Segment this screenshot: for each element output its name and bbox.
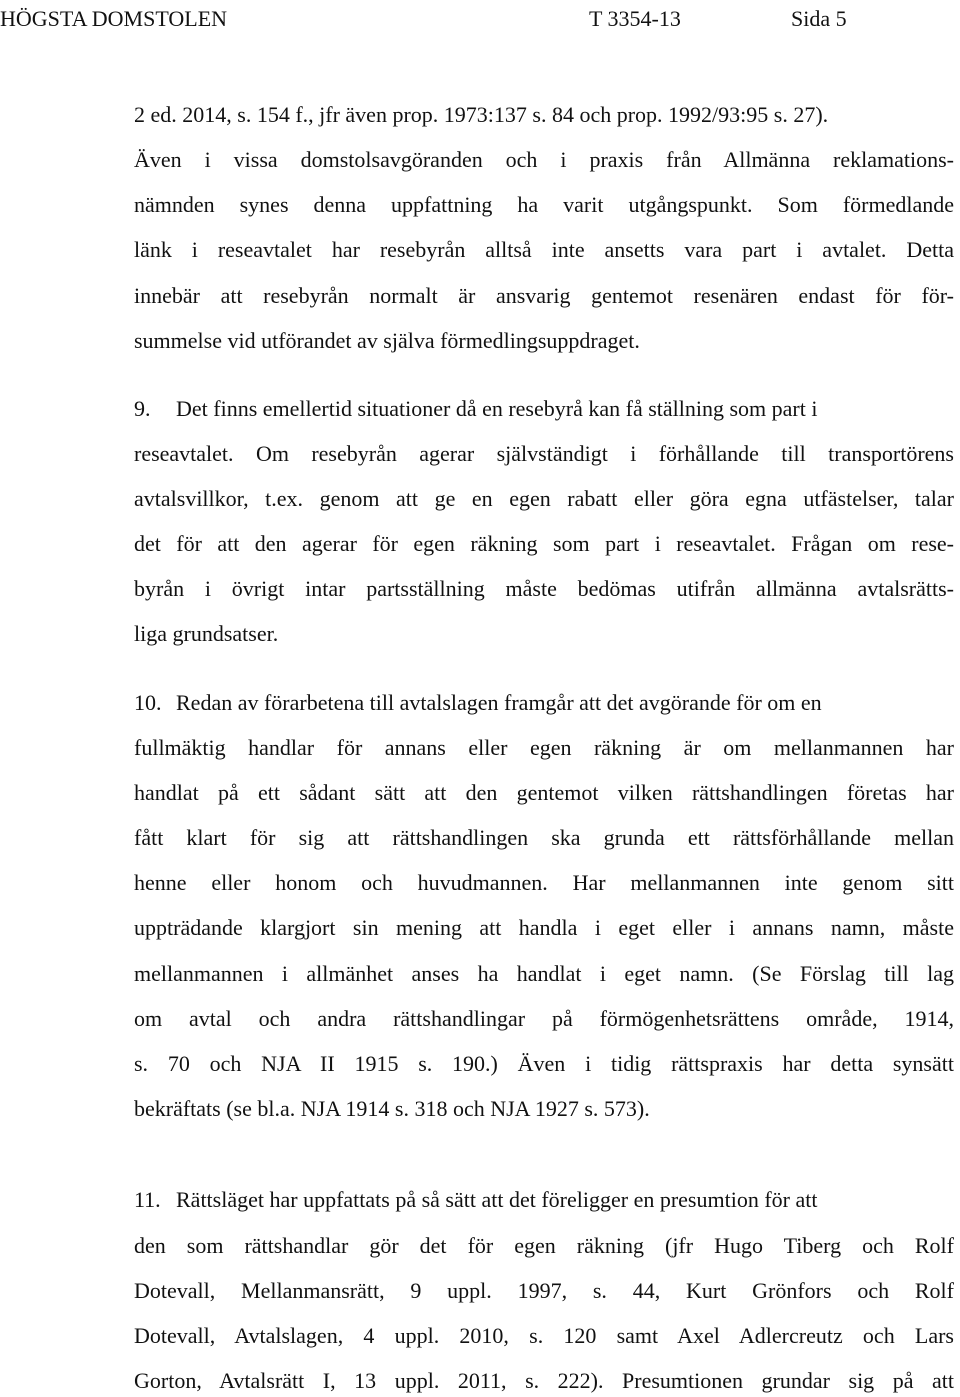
- paragraph-number: 11.: [134, 1187, 161, 1212]
- text-line: avtalsvillkor, t.ex. genom att ge en egen rabatt eller göra egna utfästelser, talar: [134, 486, 954, 511]
- text-line: Dotevall, Avtalslagen, 4 uppl. 2010, s. 120 samt Axel Adlercreutz och Lars: [134, 1323, 954, 1348]
- text-line: Det finns emellertid situationer då en resebyrå kan få ställning som part i: [176, 396, 818, 421]
- paragraph-number: 9.: [134, 396, 151, 421]
- court-name: HÖGSTA DOMSTOLEN: [0, 6, 228, 31]
- text-line: 2 ed. 2014, s. 154 f., jfr även prop. 1973:137 s. 84 och prop. 1992/93:95 s. 27).: [134, 102, 829, 127]
- text-line: mellanmannen i allmänhet anses ha handlat i eget namn. (Se Förslag till lag: [134, 961, 954, 986]
- text-line: innebär att resebyrån normalt är ansvarig gentemot resenären endast för för-: [134, 283, 954, 308]
- text-line: Gorton, Avtalsrätt I, 13 uppl. 2011, s. 222). Presumtionen grundar sig på att: [134, 1368, 954, 1393]
- text-line: handlat på ett sådant sätt att den gentemot vilken rättshandlingen företas har: [134, 780, 954, 805]
- text-line: Redan av förarbetena till avtalslagen framgår att det avgörande för om en: [176, 690, 822, 715]
- text-line: s. 70 och NJA II 1915 s. 190.) Även i tidig rättspraxis har detta synsätt: [134, 1051, 954, 1076]
- text-line: Dotevall, Mellanmansrätt, 9 uppl. 1997, s. 44, Kurt Grönfors och Rolf: [134, 1278, 954, 1303]
- paragraph-11-first-line: [134, 1185, 817, 1215]
- text-line: liga grundsatser.: [134, 621, 279, 646]
- text-line: byrån i övrigt intar partsställning måste bedömas utifrån allmänna avtalsrätts-: [134, 576, 954, 601]
- text-line: nämnden synes denna uppfattning ha varit utgångspunkt. Som förmedlande: [134, 192, 954, 217]
- case-number: T 3354-13: [589, 6, 681, 31]
- text-line: fått klart för sig att rättshandlingen ska grunda ett rättsförhållande mellan: [134, 825, 954, 850]
- paragraph-9-first-line: [134, 394, 817, 424]
- text-line: bekräftats (se bl.a. NJA 1914 s. 318 och NJA 1927 s. 573).: [134, 1096, 650, 1121]
- text-line: summelse vid utförandet av själva förmedlingsuppdraget.: [134, 328, 640, 353]
- text-line: reseavtalet. Om resebyrån agerar självständigt i förhållande till transportörens: [134, 441, 954, 466]
- text-line: om avtal och andra rättshandlingar på förmögenhetsrättens område, 1914,: [134, 1006, 954, 1031]
- text-line: det för att den agerar för egen räkning som part i reseavtalet. Frågan om rese-: [134, 531, 954, 556]
- text-line: länk i reseavtalet har resebyrån alltså inte ansetts vara part i avtalet. Detta: [134, 237, 954, 262]
- text-line: uppträdande klargjort sin mening att handla i eget eller i annans namn, måste: [134, 915, 954, 940]
- text-line: den som rättshandlar gör det för egen räkning (jfr Hugo Tiberg och Rolf: [134, 1233, 954, 1258]
- text-line: Även i vissa domstolsavgöranden och i praxis från Allmänna reklamations-: [134, 147, 954, 172]
- text-line: Rättsläget har uppfattats på så sätt att det föreligger en presumtion för att: [176, 1187, 818, 1212]
- paragraph-10-first-line: [134, 688, 822, 718]
- page-header: [0, 4, 960, 34]
- text-line: henne eller honom och huvudmannen. Har mellanmannen inte genom sitt: [134, 870, 954, 895]
- text-line: fullmäktig handlar för annans eller egen räkning är om mellanmannen har: [134, 735, 954, 760]
- page-number: Sida 5: [791, 6, 847, 31]
- paragraph-number: 10.: [134, 690, 162, 715]
